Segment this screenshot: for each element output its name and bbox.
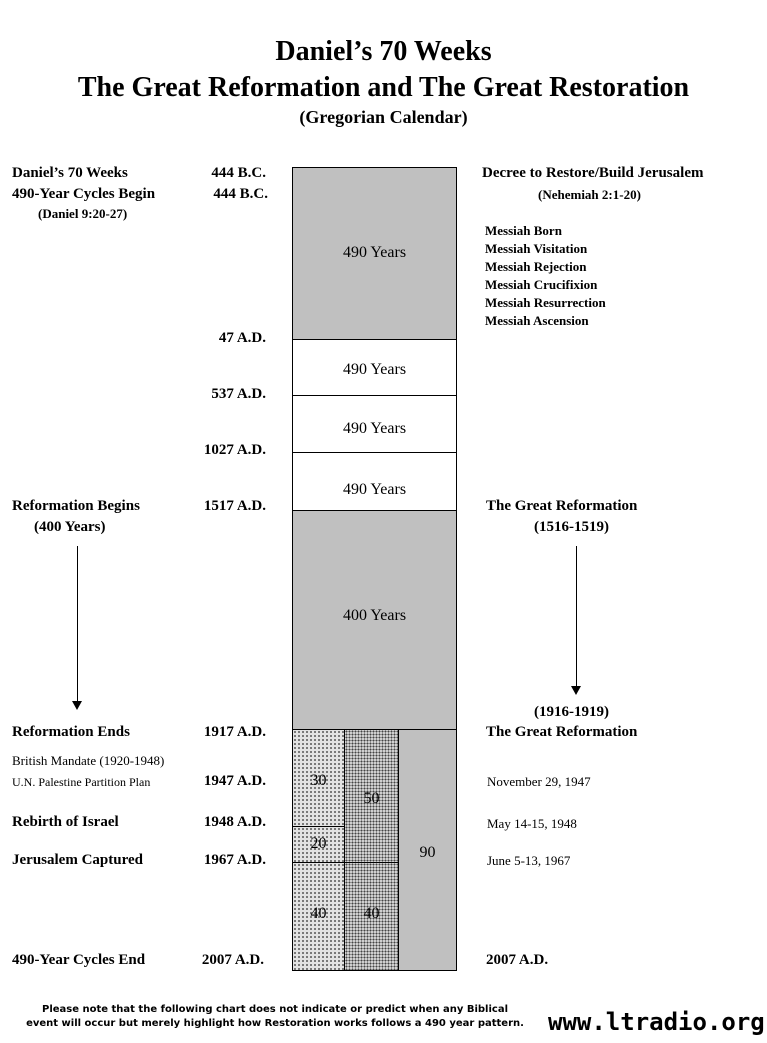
jerusalem-full-date: June 5-13, 1967 xyxy=(487,853,571,868)
partition-plan-full-date: November 29, 1947 xyxy=(487,774,591,789)
segment-30-label: 30 xyxy=(310,772,327,789)
jerusalem-captured-date: 1967 A.D. xyxy=(203,852,266,868)
segment-90-label: 90 xyxy=(419,844,436,861)
messiah-resurrection: Messiah Resurrection xyxy=(485,295,606,310)
bar-490-years-4 xyxy=(292,452,457,511)
daniel-reference: (Daniel 9:20-27) xyxy=(38,206,128,221)
segment-40-left xyxy=(292,862,345,971)
segment-50-label: 50 xyxy=(363,790,380,807)
nehemiah-reference: (Nehemiah 2:1-20) xyxy=(538,187,641,202)
left-arrow-head xyxy=(72,701,82,710)
cycles-begin-date: 444 B.C. xyxy=(213,186,268,202)
segment-50 xyxy=(344,729,399,863)
left-arrow-line xyxy=(77,546,78,702)
messiah-visitation: Messiah Visitation xyxy=(485,241,588,256)
great-reformation-range-top: (1516-1519) xyxy=(534,519,609,535)
website-url: www.ltradio.org xyxy=(548,1008,765,1036)
reformation-duration: (400 Years) xyxy=(34,519,106,535)
bar-490-years-3 xyxy=(292,395,457,453)
cycles-end-right-date: 2007 A.D. xyxy=(486,952,549,968)
title-line-1: Daniel’s 70 Weeks xyxy=(275,36,492,67)
bar-490-years-1 xyxy=(292,167,457,340)
rebirth-israel-date: 1948 A.D. xyxy=(203,814,266,830)
segment-40-left-label: 40 xyxy=(310,905,327,922)
reformation-begins-label: Reformation Begins xyxy=(12,498,140,514)
great-reformation-label-bottom: The Great Reformation xyxy=(486,724,638,740)
great-reformation-label-top: The Great Reformation xyxy=(486,498,638,514)
bar-490-years-2 xyxy=(292,339,457,396)
daniels-70-weeks-date: 444 B.C. xyxy=(211,165,266,181)
partition-plan-date: 1947 A.D. xyxy=(203,773,266,789)
date-47-ad: 47 A.D. xyxy=(218,330,266,346)
bar-490-years-3-label: 490 Years xyxy=(342,420,407,437)
messiah-ascension: Messiah Ascension xyxy=(485,313,589,328)
rebirth-full-date: May 14-15, 1948 xyxy=(487,816,577,831)
segment-20 xyxy=(292,826,345,863)
reformation-ends-date: 1917 A.D. xyxy=(203,724,266,740)
bar-400-years-label: 400 Years xyxy=(342,607,407,624)
messiah-crucifixion: Messiah Crucifixion xyxy=(485,277,598,292)
disclaimer-line-1: Please note that the following chart does not indicate or predict when any Biblical xyxy=(41,1004,509,1015)
decree-label: Decree to Restore/Build Jerusalem xyxy=(482,165,704,181)
date-1027-ad: 1027 A.D. xyxy=(203,442,266,458)
segment-30 xyxy=(292,729,345,827)
british-mandate-label: British Mandate (1920-1948) xyxy=(12,753,165,768)
segment-20-label: 20 xyxy=(310,835,327,852)
right-arrow-head xyxy=(571,686,581,695)
bar-490-years-1-label: 490 Years xyxy=(342,244,407,261)
cycles-end-label: 490-Year Cycles End xyxy=(12,952,146,968)
disclaimer-line-2: event will occur but merely highlight how Restoration works follows a 490 year pattern. xyxy=(26,1018,524,1029)
bar-490-years-4-label: 490 Years xyxy=(342,481,407,498)
segment-40-middle xyxy=(344,862,399,971)
bar-400-years xyxy=(292,510,457,730)
title-line-3: (Gregorian Calendar) xyxy=(299,107,468,127)
partition-plan-label: U.N. Palestine Partition Plan xyxy=(12,775,151,789)
cycles-begin-label: 490-Year Cycles Begin xyxy=(12,186,156,202)
bar-490-years-2-label: 490 Years xyxy=(342,361,407,378)
jerusalem-captured-label: Jerusalem Captured xyxy=(12,852,143,868)
reformation-begins-date: 1517 A.D. xyxy=(203,498,266,514)
cycles-end-date: 2007 A.D. xyxy=(201,952,264,968)
segment-40-middle-label: 40 xyxy=(363,905,380,922)
reformation-ends-label: Reformation Ends xyxy=(12,724,130,740)
great-reformation-range-bottom: (1916-1919) xyxy=(534,704,609,720)
daniels-70-weeks-label: Daniel’s 70 Weeks xyxy=(12,165,128,181)
date-537-ad: 537 A.D. xyxy=(211,386,266,402)
rebirth-israel-label: Rebirth of Israel xyxy=(12,814,119,830)
right-arrow-line xyxy=(576,546,577,687)
segment-90 xyxy=(398,729,457,971)
title-line-2: The Great Reformation and The Great Restoration xyxy=(77,72,690,103)
messiah-born: Messiah Born xyxy=(485,223,562,238)
messiah-rejection: Messiah Rejection xyxy=(485,259,587,274)
